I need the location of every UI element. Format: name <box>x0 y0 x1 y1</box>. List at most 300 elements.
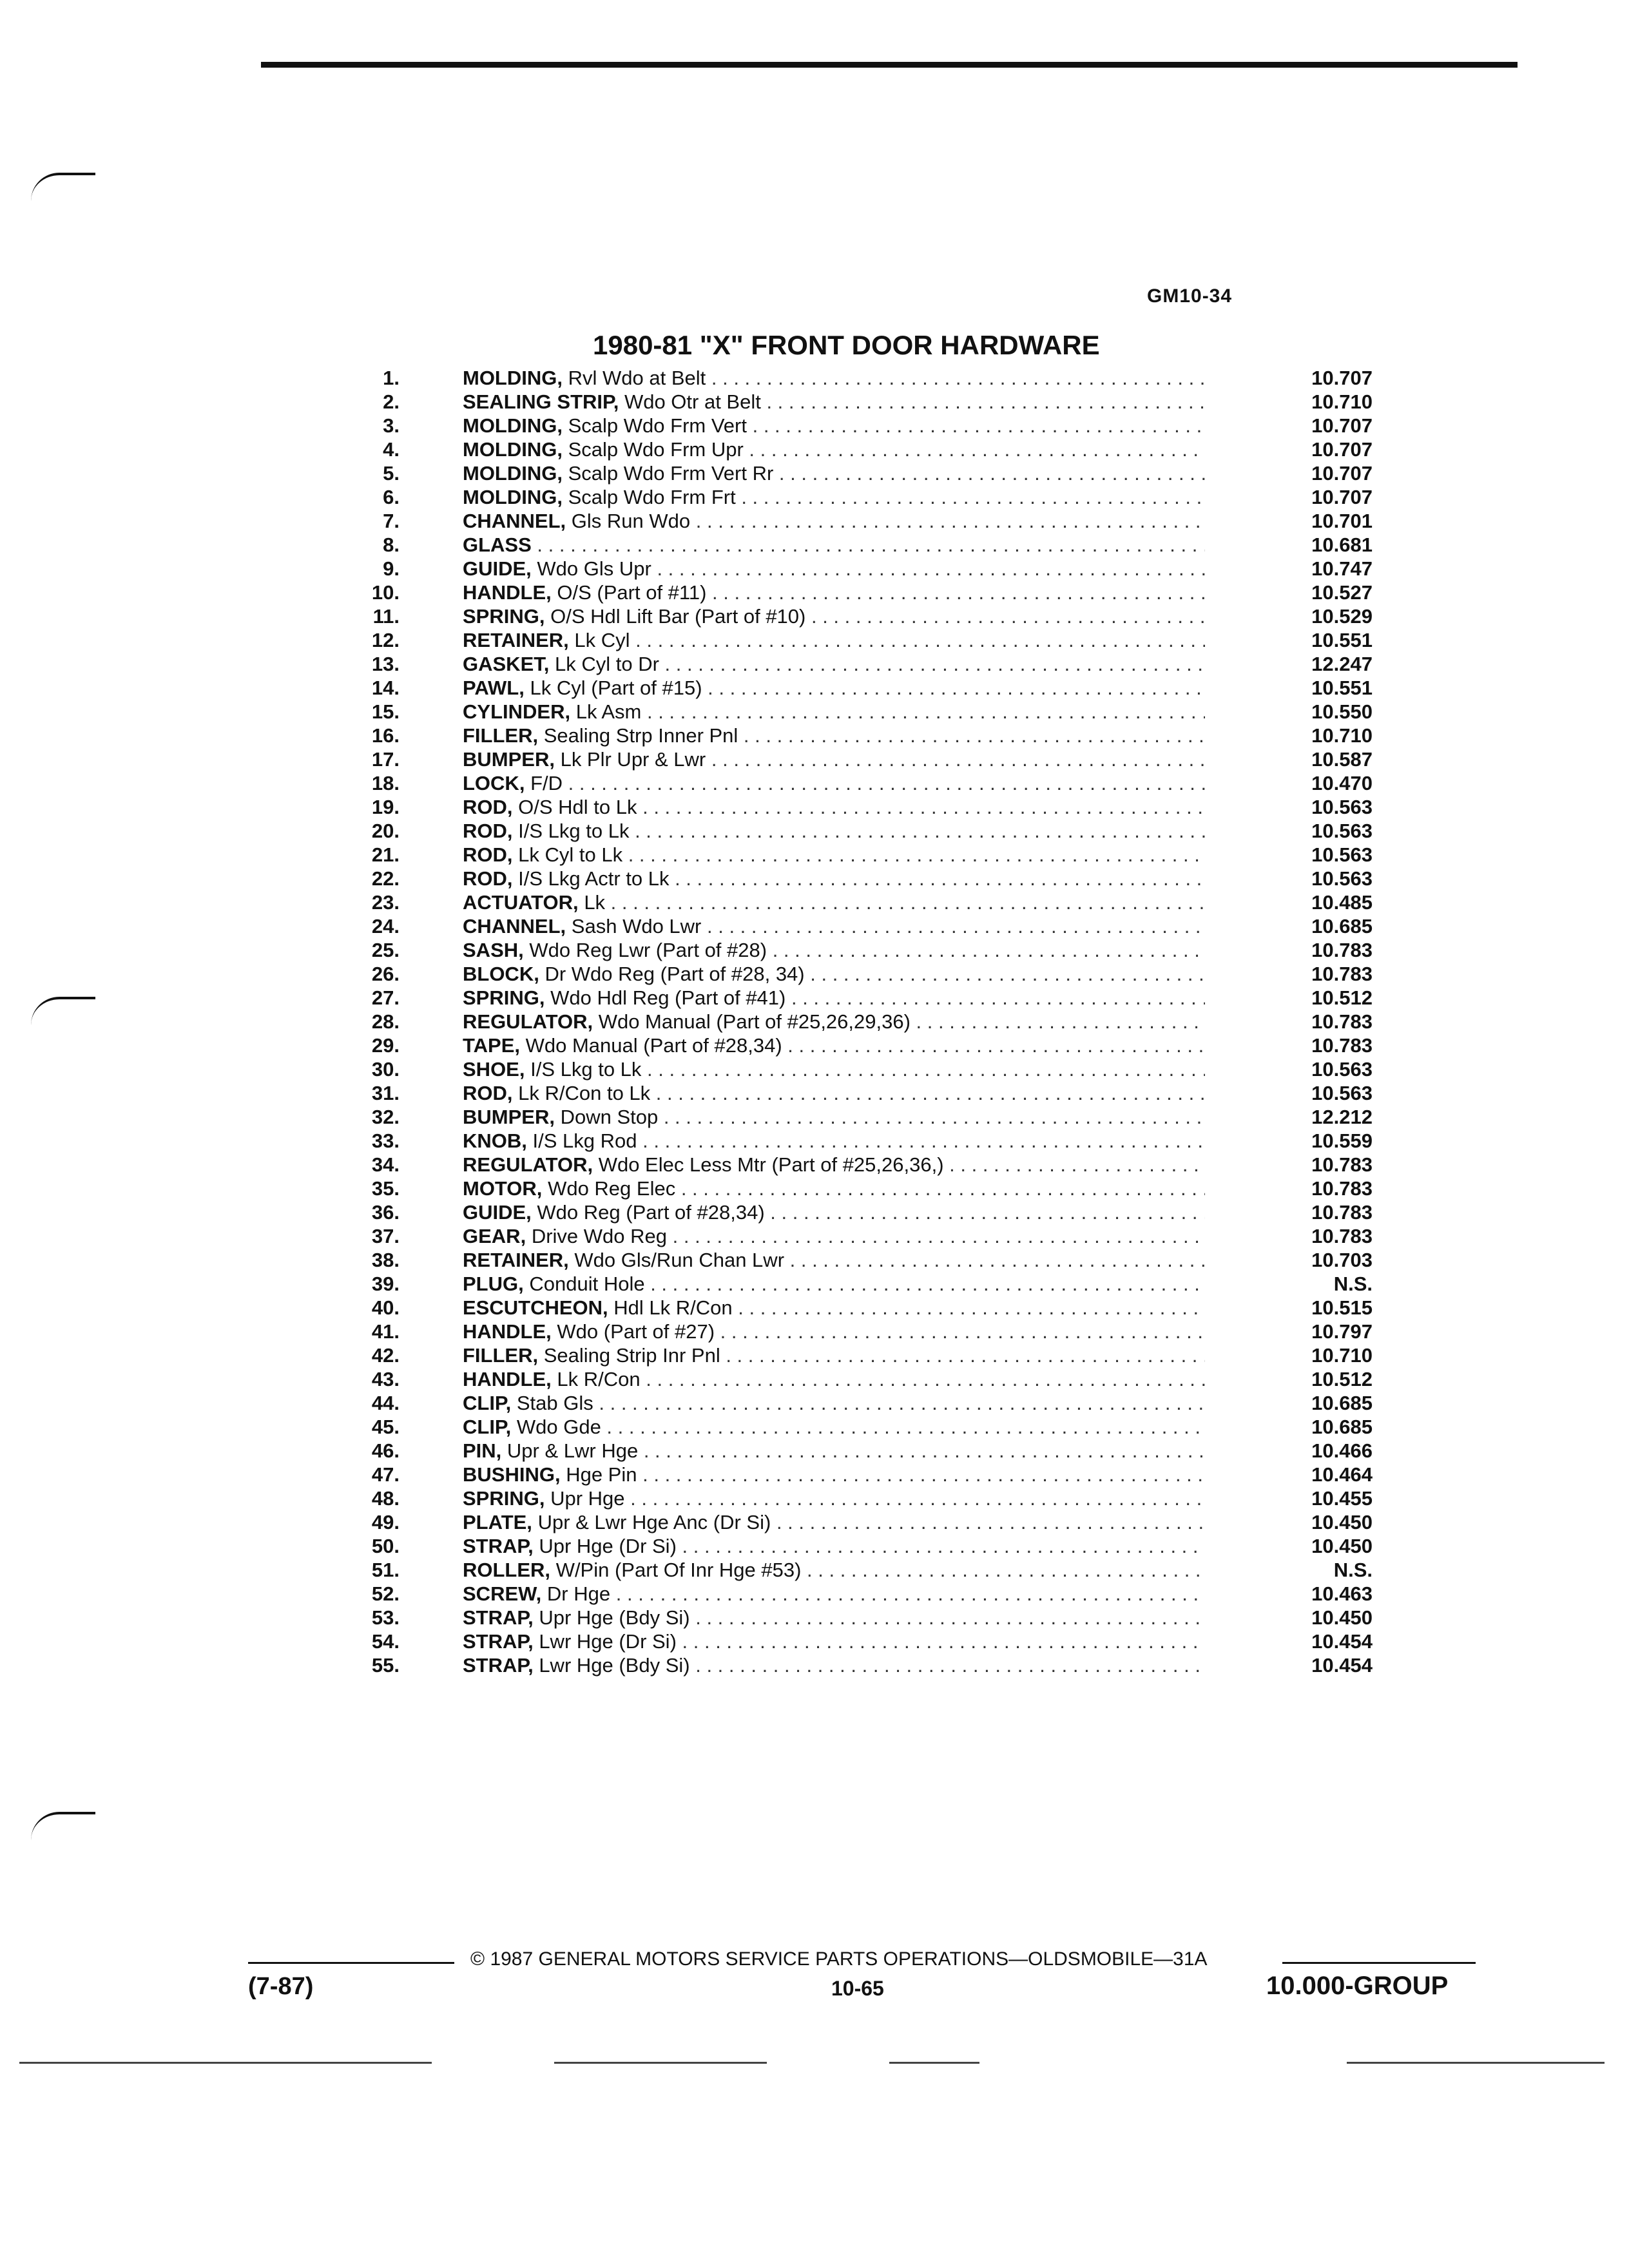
part-detail: Lwr Hge (Dr Si) <box>539 1630 677 1653</box>
part-detail: Rvl Wdo at Belt <box>568 367 706 389</box>
part-detail: Lk Plr Upr & Lwr <box>560 748 706 771</box>
list-item <box>342 1200 1373 1224</box>
list-item <box>342 1033 1373 1057</box>
list-item <box>342 461 1373 485</box>
group-reference: 10.707 <box>1311 486 1373 508</box>
group-reference: 10.466 <box>1311 1439 1373 1462</box>
part-name: SEALING STRIP, <box>463 390 619 413</box>
group-reference: 10.529 <box>1311 605 1373 628</box>
group-reference: 10.485 <box>1311 891 1373 914</box>
part-detail: Upr Hge <box>550 1487 625 1510</box>
group-reference: 10.563 <box>1311 867 1373 890</box>
group-reference: 10.783 <box>1311 939 1373 961</box>
group-reference: 10.703 <box>1311 1249 1373 1271</box>
group-reference: 10.450 <box>1311 1535 1373 1557</box>
list-item <box>342 1606 1373 1629</box>
part-detail: Wdo Manual (Part of #25,26,29,36) <box>598 1010 911 1033</box>
part-name: HANDLE, <box>463 581 552 604</box>
group-reference: 12.247 <box>1311 653 1373 675</box>
list-item <box>342 986 1373 1010</box>
group-reference: 10.512 <box>1311 1368 1373 1390</box>
item-number: 7. <box>383 510 400 532</box>
group-reference: 10.710 <box>1311 1344 1373 1367</box>
item-number: 43. <box>371 1368 400 1390</box>
group-reference: 10.707 <box>1311 462 1373 485</box>
item-number: 12. <box>371 629 400 651</box>
part-name: CHANNEL, <box>463 510 566 532</box>
footer-rule-right <box>1282 1962 1476 1964</box>
item-description <box>463 509 1205 533</box>
punch-mark-top <box>31 173 95 201</box>
part-name: ROLLER, <box>463 1559 551 1581</box>
part-detail: Sash Wdo Lwr <box>571 915 702 937</box>
item-description <box>463 581 1205 604</box>
item-number: 45. <box>371 1416 400 1438</box>
part-name: PAWL, <box>463 677 525 699</box>
item-number: 29. <box>371 1034 400 1057</box>
group-reference: 10.563 <box>1311 1058 1373 1081</box>
part-name: MOTOR, <box>463 1177 543 1200</box>
list-item <box>342 1510 1373 1534</box>
list-item <box>342 1105 1373 1129</box>
item-number: 20. <box>371 820 400 842</box>
part-name: ESCUTCHEON, <box>463 1296 608 1319</box>
item-description <box>463 1629 1205 1653</box>
list-item <box>342 938 1373 962</box>
item-description <box>463 390 1205 414</box>
list-item <box>342 1057 1373 1081</box>
bottom-rule-left <box>19 2062 432 2064</box>
part-name: SPRING, <box>463 986 545 1009</box>
list-item <box>342 1653 1373 1677</box>
part-name: BUSHING, <box>463 1463 561 1486</box>
part-name: RETAINER, <box>463 629 569 651</box>
item-number: 33. <box>371 1129 400 1152</box>
item-description <box>463 557 1205 581</box>
item-number: 46. <box>371 1439 400 1462</box>
group-reference: 10.551 <box>1311 629 1373 651</box>
item-description <box>463 986 1205 1010</box>
part-detail: Lk R/Con to Lk <box>518 1082 651 1104</box>
part-name: MOLDING, <box>463 367 563 389</box>
list-item <box>342 366 1373 390</box>
item-number: 15. <box>371 700 400 723</box>
item-description <box>463 628 1205 652</box>
item-description <box>463 795 1205 819</box>
part-name: CLIP, <box>463 1416 512 1438</box>
part-detail: Wdo Otr at Belt <box>624 390 761 413</box>
list-item <box>342 1558 1373 1582</box>
item-number: 28. <box>371 1010 400 1033</box>
item-number: 38. <box>371 1249 400 1271</box>
list-item <box>342 890 1373 914</box>
part-name: STRAP, <box>463 1606 534 1629</box>
part-detail: Dr Hge <box>546 1582 611 1605</box>
list-item <box>342 1582 1373 1606</box>
part-detail: Scalp Wdo Frm Vert Rr <box>568 462 774 485</box>
item-description <box>463 1010 1205 1033</box>
part-detail: O/S Hdl Lift Bar (Part of #10) <box>550 605 806 628</box>
list-item <box>342 1343 1373 1367</box>
part-name: MOLDING, <box>463 438 563 461</box>
item-description <box>463 1391 1205 1415</box>
part-detail: Lk Cyl to Lk <box>518 843 623 866</box>
group-reference: 10.783 <box>1311 1034 1373 1057</box>
item-number: 48. <box>371 1487 400 1510</box>
list-item <box>342 1391 1373 1415</box>
item-number: 49. <box>371 1511 400 1533</box>
list-item <box>342 843 1373 867</box>
item-description <box>463 890 1205 914</box>
list-item <box>342 1367 1373 1391</box>
list-item <box>342 581 1373 604</box>
part-name: CYLINDER, <box>463 700 571 723</box>
bottom-rule-center-right <box>889 2062 979 2064</box>
item-description <box>463 1534 1205 1558</box>
part-detail: Wdo Gls Upr <box>537 557 651 580</box>
part-name: MOLDING, <box>463 414 563 437</box>
item-description <box>463 533 1205 557</box>
list-item <box>342 485 1373 509</box>
item-number: 30. <box>371 1058 400 1081</box>
item-number: 24. <box>371 915 400 937</box>
group-reference: 10.515 <box>1311 1296 1373 1319</box>
item-number: 26. <box>371 963 400 985</box>
bottom-rule-right <box>1347 2062 1605 2064</box>
item-number: 3. <box>383 414 400 437</box>
part-name: PLUG, <box>463 1273 524 1295</box>
item-number: 32. <box>371 1106 400 1128</box>
item-description <box>463 485 1205 509</box>
item-number: 9. <box>383 557 400 580</box>
item-description <box>463 604 1205 628</box>
part-name: SASH, <box>463 939 524 961</box>
part-name: ROD, <box>463 1082 513 1104</box>
list-item <box>342 676 1373 700</box>
part-detail: Scalp Wdo Frm Frt <box>568 486 736 508</box>
part-name: PLATE, <box>463 1511 532 1533</box>
part-detail: Upr Hge (Dr Si) <box>539 1535 677 1557</box>
top-rule <box>261 62 1518 68</box>
item-number: 22. <box>371 867 400 890</box>
item-number: 8. <box>383 533 400 556</box>
group-reference: 10.747 <box>1311 557 1373 580</box>
item-description <box>463 1177 1205 1200</box>
item-number: 42. <box>371 1344 400 1367</box>
item-number: 19. <box>371 796 400 818</box>
item-number: 17. <box>371 748 400 771</box>
part-detail: Lk Asm <box>575 700 642 723</box>
group-reference: 10.559 <box>1311 1129 1373 1152</box>
part-name: LOCK, <box>463 772 525 794</box>
item-description <box>463 1129 1205 1153</box>
list-item <box>342 437 1373 461</box>
part-name: SCREW, <box>463 1582 542 1605</box>
group-reference: N.S. <box>1333 1559 1373 1581</box>
part-name: GUIDE, <box>463 1201 532 1224</box>
part-name: GLASS <box>463 533 532 556</box>
punch-mark-middle <box>31 997 95 1025</box>
group-reference: 10.710 <box>1311 724 1373 747</box>
list-item <box>342 724 1373 747</box>
part-detail: Conduit Hole <box>529 1273 645 1295</box>
item-description <box>463 1653 1205 1677</box>
list-item <box>342 652 1373 676</box>
group-reference: 10.563 <box>1311 796 1373 818</box>
part-name: MOLDING, <box>463 486 563 508</box>
part-detail: Wdo Reg (Part of #28,34) <box>537 1201 765 1224</box>
punch-mark-bottom <box>31 1812 95 1840</box>
footer-rule-left <box>248 1962 454 1964</box>
part-name: REGULATOR, <box>463 1010 593 1033</box>
item-number: 2. <box>383 390 400 413</box>
part-detail: O/S Hdl to Lk <box>518 796 637 818</box>
part-detail: O/S (Part of #11) <box>557 581 707 604</box>
page-code: GM10-34 <box>1147 285 1233 307</box>
list-item <box>342 1463 1373 1486</box>
group-reference: 10.783 <box>1311 1225 1373 1247</box>
group-reference: 10.450 <box>1311 1511 1373 1533</box>
part-detail: I/S Lkg to Lk <box>518 820 630 842</box>
part-name: STRAP, <box>463 1535 534 1557</box>
group-reference: 10.563 <box>1311 843 1373 866</box>
list-item <box>342 1224 1373 1248</box>
item-description <box>463 867 1205 890</box>
group-reference: 10.551 <box>1311 677 1373 699</box>
part-detail: Drive Wdo Reg <box>531 1225 667 1247</box>
item-number: 51. <box>371 1559 400 1581</box>
list-item <box>342 1486 1373 1510</box>
item-description <box>463 1606 1205 1629</box>
part-detail: Wdo Hdl Reg (Part of #41) <box>550 986 786 1009</box>
part-detail: Lk Cyl (Part of #15) <box>530 677 702 699</box>
part-detail: Scalp Wdo Frm Vert <box>568 414 747 437</box>
item-description <box>463 1343 1205 1367</box>
list-item <box>342 604 1373 628</box>
part-detail: Wdo Reg Lwr (Part of #28) <box>529 939 767 961</box>
item-number: 18. <box>371 772 400 794</box>
group-reference: 10.512 <box>1311 986 1373 1009</box>
page-title: 1980-81 "X" FRONT DOOR HARDWARE <box>593 330 1100 360</box>
part-name: HANDLE, <box>463 1320 552 1343</box>
group-reference: 10.685 <box>1311 1416 1373 1438</box>
item-number: 40. <box>371 1296 400 1319</box>
group-reference: 10.707 <box>1311 414 1373 437</box>
group-reference: 10.783 <box>1311 1177 1373 1200</box>
group-reference: 10.707 <box>1311 367 1373 389</box>
part-name: CHANNEL, <box>463 915 566 937</box>
part-name: BLOCK, <box>463 963 539 985</box>
part-name: ROD, <box>463 796 513 818</box>
part-detail: Lk Cyl to Dr <box>554 653 659 675</box>
list-item <box>342 390 1373 414</box>
list-item <box>342 533 1373 557</box>
part-name: SPRING, <box>463 605 545 628</box>
part-name: ACTUATOR, <box>463 891 579 914</box>
part-name: STRAP, <box>463 1630 534 1653</box>
item-description <box>463 938 1205 962</box>
item-description <box>463 1200 1205 1224</box>
item-description <box>463 461 1205 485</box>
group-reference: 12.212 <box>1311 1106 1373 1128</box>
group-reference: 10.685 <box>1311 1392 1373 1414</box>
part-name: BUMPER, <box>463 1106 555 1128</box>
item-number: 52. <box>371 1582 400 1605</box>
group-reference: 10.455 <box>1311 1487 1373 1510</box>
part-detail: Scalp Wdo Frm Upr <box>568 438 744 461</box>
part-name: GUIDE, <box>463 557 532 580</box>
item-number: 27. <box>371 986 400 1009</box>
list-item <box>342 747 1373 771</box>
list-item <box>342 962 1373 986</box>
group-reference: 10.707 <box>1311 438 1373 461</box>
item-description <box>463 1367 1205 1391</box>
bottom-rule-center <box>554 2062 767 2064</box>
group-reference: 10.454 <box>1311 1654 1373 1677</box>
copyright-notice: © 1987 GENERAL MOTORS SERVICE PARTS OPERATIONS—OLDSMOBILE—31A <box>470 1948 1208 1970</box>
item-number: 4. <box>383 438 400 461</box>
item-number: 13. <box>371 653 400 675</box>
part-name: FILLER, <box>463 1344 539 1367</box>
item-description <box>463 1105 1205 1129</box>
group-reference: 10.450 <box>1311 1606 1373 1629</box>
list-item <box>342 1153 1373 1177</box>
part-detail: Lk Cyl <box>574 629 630 651</box>
item-description <box>463 1486 1205 1510</box>
item-description <box>463 1582 1205 1606</box>
item-description <box>463 1057 1205 1081</box>
part-detail: Gls Run Wdo <box>571 510 691 532</box>
item-description <box>463 1415 1205 1439</box>
item-description <box>463 437 1205 461</box>
item-description <box>463 819 1205 843</box>
part-name: STRAP, <box>463 1654 534 1677</box>
part-detail: Wdo Manual (Part of #28,34) <box>525 1034 782 1057</box>
part-detail: F/D <box>530 772 563 794</box>
item-number: 25. <box>371 939 400 961</box>
list-item <box>342 509 1373 533</box>
list-item <box>342 1010 1373 1033</box>
item-description <box>463 1248 1205 1272</box>
item-description <box>463 1463 1205 1486</box>
item-description <box>463 652 1205 676</box>
list-item <box>342 628 1373 652</box>
item-number: 36. <box>371 1201 400 1224</box>
part-detail: Upr & Lwr Hge <box>506 1439 639 1462</box>
group-reference: 10.587 <box>1311 748 1373 771</box>
list-item <box>342 1439 1373 1463</box>
part-detail: I/S Lkg Actr to Lk <box>518 867 670 890</box>
part-detail: Wdo Gde <box>516 1416 601 1438</box>
part-name: ROD, <box>463 867 513 890</box>
part-detail: Down Stop <box>560 1106 659 1128</box>
page-number: 10-65 <box>831 1977 884 2000</box>
list-item <box>342 1081 1373 1105</box>
group-reference: 10.527 <box>1311 581 1373 604</box>
item-description <box>463 1510 1205 1534</box>
group-reference: 10.685 <box>1311 915 1373 937</box>
item-description <box>463 414 1205 437</box>
item-number: 6. <box>383 486 400 508</box>
part-detail: Dr Wdo Reg (Part of #28, 34) <box>545 963 805 985</box>
group-reference: 10.563 <box>1311 820 1373 842</box>
part-name: CLIP, <box>463 1392 512 1414</box>
item-description <box>463 724 1205 747</box>
item-number: 1. <box>383 367 400 389</box>
list-item <box>342 1177 1373 1200</box>
item-number: 44. <box>371 1392 400 1414</box>
item-description <box>463 747 1205 771</box>
group-reference: 10.701 <box>1311 510 1373 532</box>
part-detail: Lwr Hge (Bdy Si) <box>539 1654 690 1677</box>
item-description <box>463 1558 1205 1582</box>
part-name: KNOB, <box>463 1129 527 1152</box>
list-item <box>342 1296 1373 1320</box>
item-number: 55. <box>371 1654 400 1677</box>
group-reference: 10.470 <box>1311 772 1373 794</box>
part-name: SPRING, <box>463 1487 545 1510</box>
group-reference: 10.681 <box>1311 533 1373 556</box>
part-detail: Wdo Reg Elec <box>548 1177 676 1200</box>
group-reference: 10.463 <box>1311 1582 1373 1605</box>
item-number: 23. <box>371 891 400 914</box>
part-name: MOLDING, <box>463 462 563 485</box>
item-number: 50. <box>371 1535 400 1557</box>
list-item <box>342 1248 1373 1272</box>
item-description <box>463 1272 1205 1296</box>
revision-date: (7-87) <box>248 1973 314 2000</box>
part-name: SHOE, <box>463 1058 525 1081</box>
item-description <box>463 771 1205 795</box>
part-name: GEAR, <box>463 1225 526 1247</box>
item-description <box>463 366 1205 390</box>
part-detail: Lk <box>584 891 606 914</box>
item-number: 31. <box>371 1082 400 1104</box>
group-reference: 10.783 <box>1311 963 1373 985</box>
list-item <box>342 414 1373 437</box>
item-number: 47. <box>371 1463 400 1486</box>
item-description <box>463 1320 1205 1343</box>
part-detail: Hge Pin <box>566 1463 637 1486</box>
list-item <box>342 1129 1373 1153</box>
part-name: GASKET, <box>463 653 550 675</box>
part-detail: W/Pin (Part Of Inr Hge #53) <box>555 1559 802 1581</box>
part-detail: I/S Lkg Rod <box>532 1129 637 1152</box>
group-reference: 10.454 <box>1311 1630 1373 1653</box>
list-item <box>342 700 1373 724</box>
item-number: 53. <box>371 1606 400 1629</box>
group-reference: 10.550 <box>1311 700 1373 723</box>
part-detail: Sealing Strp Inner Pnl <box>543 724 738 747</box>
group-reference: 10.563 <box>1311 1082 1373 1104</box>
item-number: 10. <box>371 581 400 604</box>
group-reference: 10.783 <box>1311 1010 1373 1033</box>
part-detail: Wdo (Part of #27) <box>557 1320 715 1343</box>
part-detail: Lk R/Con <box>557 1368 641 1390</box>
part-detail: Sealing Strip Inr Pnl <box>543 1344 720 1367</box>
list-item <box>342 795 1373 819</box>
item-description <box>463 843 1205 867</box>
item-description <box>463 1081 1205 1105</box>
part-name: TAPE, <box>463 1034 520 1057</box>
item-number: 16. <box>371 724 400 747</box>
item-number: 41. <box>371 1320 400 1343</box>
part-detail: I/S Lkg to Lk <box>530 1058 642 1081</box>
item-description <box>463 1033 1205 1057</box>
part-name: RETAINER, <box>463 1249 569 1271</box>
group-reference: 10.797 <box>1311 1320 1373 1343</box>
item-number: 54. <box>371 1630 400 1653</box>
